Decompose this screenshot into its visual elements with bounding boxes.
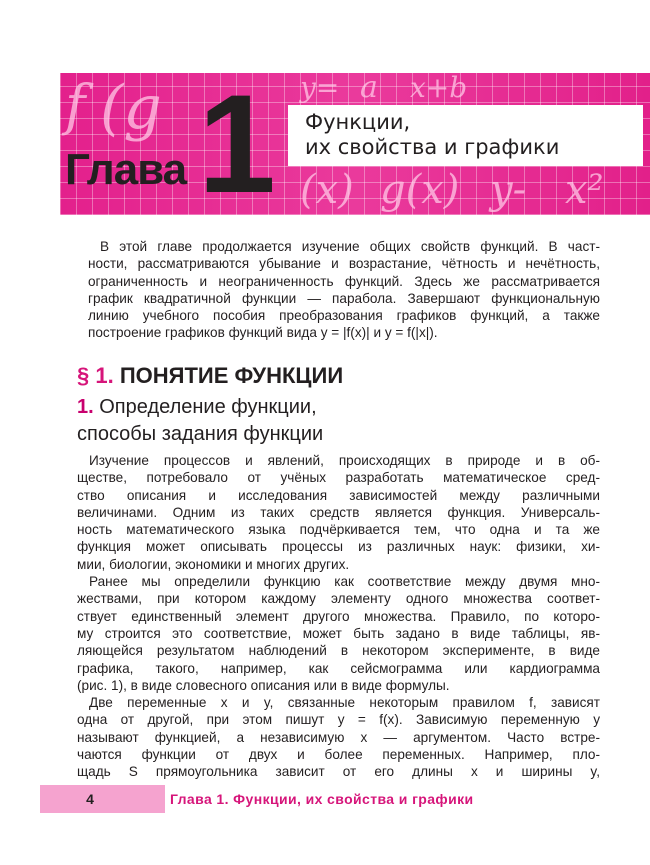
text-line: чаются функции от двух и более переменных. Например, пло- [77, 747, 600, 763]
section-number: § 1. [77, 363, 114, 388]
text-line: ности, рассматриваются убывание и возрастание, чётность и нечётность, [88, 256, 600, 272]
chapter-intro [88, 238, 600, 342]
text-line: му строится это соответствие, может быть задано в виде таблицы, яв- [77, 625, 600, 641]
chapter-label: Глава [65, 145, 187, 194]
decor-symbol: y- [490, 167, 527, 213]
text-line: жествами, при котором каждому элементу одного множества соответ- [77, 591, 600, 607]
chapter-title-line: Функции, [305, 110, 411, 134]
section-title: ПОНЯТИЕ ФУНКЦИИ [119, 363, 344, 388]
body-text [77, 452, 600, 781]
subsection-title: Определение функции, [99, 396, 317, 418]
text-line: В этой главе продолжается изучение общих свойств функций. В част- [100, 239, 600, 254]
chapter-title-line: их свойства и графики [305, 135, 560, 159]
running-title: Глава 1. Функции, их свойства и графики [170, 791, 474, 807]
text-line: Изучение процессов и явлений, происходящих в природе и в об- [89, 453, 600, 468]
text-line: щадь S прямоугольника зависит от его длины x и ширины y, [77, 764, 600, 780]
subsection-title: способы задания функции [77, 423, 324, 445]
section-heading [77, 363, 343, 388]
decor-symbol: (x) [300, 167, 354, 213]
text-line: называют функцией, а независимую x — аргументом. Часто встре- [77, 729, 600, 745]
text-line: величинами. Одним из таких средств является функция. Универсаль- [77, 504, 600, 520]
text-line: ляющейся результатом наблюдений в некотором эксперименте, в виде [77, 643, 600, 659]
page-number-box [40, 785, 165, 813]
chapter-banner [60, 73, 650, 215]
text-line: построение графиков функций вида y = |f(x)| и y = f(|x|). [88, 325, 438, 341]
chapter-number: 1 [198, 73, 276, 215]
text-line: ность математического языка подчёркивается тем, что одна и та же [77, 522, 600, 538]
text-line: графика, такого, например, как сейсмограмма или кардиограмма [77, 660, 600, 676]
page-number: 4 [86, 791, 94, 807]
subsection-number: 1. [77, 396, 94, 418]
subsection-heading [77, 394, 323, 448]
text-line: ство описания и исследования зависимостей между различными [77, 487, 600, 503]
text-line: функция может описывать процессы из различных наук: физики, хи- [77, 539, 600, 555]
text-line: ограниченность и неограниченность функций. Здесь же рассматривается [88, 273, 600, 289]
text-line: график квадратичной функции — парабола. Завершают функциональную [88, 290, 600, 306]
decor-symbol: f [65, 73, 86, 137]
chapter-title [288, 105, 643, 166]
decor-symbol: x+b [410, 73, 468, 104]
text-line: (рис. 1), в виде словесного описания или в виде формулы. [77, 677, 450, 693]
text-line: мии, биологии, экономики и многих других. [77, 556, 350, 572]
text-line: Две переменные x и y, связанные некоторым правилом f, зависят [89, 695, 600, 711]
text-line: ствует единственный элемент другого множества. Правило, по которо- [77, 608, 600, 624]
text-line: Ранее мы определили функцию как соответствие между двумя мно- [89, 574, 600, 590]
text-line: линию учебного пособия преобразования графиков функций, а также [88, 308, 600, 324]
decor-symbol: x² [565, 167, 604, 213]
decor-symbol: g(x) [380, 167, 460, 213]
decor-symbol: y= [300, 73, 340, 104]
text-line: ществе, потребовало от учёных разработать математическое сред- [77, 470, 600, 486]
decor-symbol: (g [100, 73, 162, 143]
decor-symbol: a [360, 73, 378, 105]
text-line: одна от другой, при этом пишут y = f(x). Зависимую переменную y [77, 712, 600, 728]
